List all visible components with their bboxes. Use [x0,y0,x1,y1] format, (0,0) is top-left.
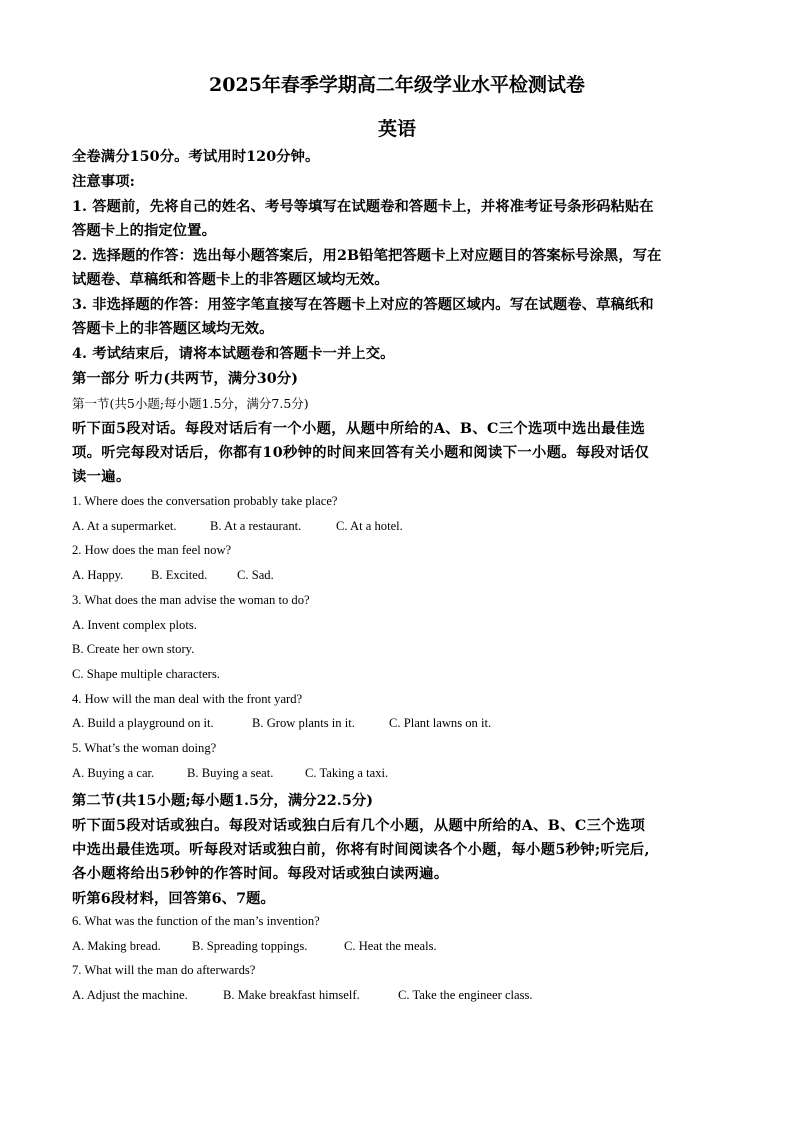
part1-heading: 第一部分 听力(共两节，满分30分) [72,371,299,387]
question-1-stem: 1. Where does the conversation probably take place? [72,494,338,508]
question-6-stem: 6. What was the function of the man’s invention? [72,914,320,928]
question-2-options [72,568,274,583]
option-c[interactable]: C. Plant lawns on it. [389,716,492,730]
material-6-heading: 听第6段材料，回答第6、7题。 [72,891,275,907]
question-1-options [72,519,403,534]
option-b[interactable]: B. At a restaurant. [210,519,302,533]
notes-heading: 注意事项: [72,174,135,190]
section1-heading: 第一节(共5小题;每小题1.5分，满分7.5分) [72,396,309,411]
option-b[interactable]: B. Spreading toppings. [192,939,308,953]
question-3-stem: 3. What does the man advise the woman to do? [72,593,310,607]
question-3-option-a[interactable]: A. Invent complex plots. [72,618,197,632]
question-2-stem: 2. How does the man feel now? [72,543,232,557]
option-a[interactable]: A. Happy. [72,568,124,582]
question-5-stem: 5. What’s the woman doing? [72,741,217,755]
question-7-stem: 7. What will the man do afterwards? [72,963,256,977]
note-3-line-1: 3. 非选择题的作答：用签字笔直接写在答题卡上对应的答题区域内。写在试题卷、草稿纸和 [72,297,654,313]
question-7-options [72,988,533,1003]
option-a[interactable]: A. At a supermarket. [72,519,177,533]
section2-instructions-line-1: 听下面5段对话或独白。每段对话或独白后有几个小题，从题中所给的A、B、C三个选项 [72,818,646,834]
note-3-line-2: 答题卡上的非答题区域均无效。 [72,321,274,337]
option-b[interactable]: B. Make breakfast himself. [223,988,360,1002]
score-time-text: 全卷满分150分。考试用时120分钟。 [72,149,320,165]
section1-instructions-line-2: 项。听完每段对话后，你都有10秒钟的时间来回答有关小题和阅读下一小题。每段对话仅 [72,445,650,461]
option-b[interactable]: B. Excited. [151,568,208,582]
exam-title: 2025年春季学期高二年级学业水平检测试卷 [209,74,585,96]
note-1-line-1: 1. 答题前，先将自己的姓名、考号等填写在试题卷和答题卡上，并将准考证号条形码粘贴在 [72,199,654,215]
section2-instructions-line-2: 中选出最佳选项。听每段对话或独白前，你将有时间阅读各个小题，每小题5秒钟;听完后, [72,842,650,858]
note-2-line-2: 试题卷、草稿纸和答题卡上的非答题区域均无效。 [72,272,389,288]
question-4-stem: 4. How will the man deal with the front yard? [72,692,303,706]
note-2-line-1: 2. 选择题的作答：选出每小题答案后，用2B铅笔把答题卡上对应题目的答案标号涂黑，写在 [72,248,662,264]
section1-instructions-line-1: 听下面5段对话。每段对话后有一个小题，从题中所给的A、B、C三个选项中选出最佳选 [72,421,646,437]
option-a[interactable]: A. Adjust the machine. [72,988,188,1002]
question-6-options [72,939,437,954]
option-c[interactable]: C. Taking a taxi. [305,766,389,780]
option-b[interactable]: B. Buying a seat. [187,766,274,780]
option-b[interactable]: B. Grow plants in it. [252,716,355,730]
option-c[interactable]: C. Take the engineer class. [398,988,533,1002]
option-a[interactable]: A. Making bread. [72,939,161,953]
question-3-option-b[interactable]: B. Create her own story. [72,642,195,656]
question-5-options [72,766,388,781]
option-a[interactable]: A. Buying a car. [72,766,155,780]
section2-instructions-line-3: 各小题将给出5秒钟的作答时间。每段对话或独白读两遍。 [72,866,449,882]
option-c[interactable]: C. Sad. [237,568,274,582]
question-3-option-c[interactable]: C. Shape multiple characters. [72,667,220,681]
option-c[interactable]: C. At a hotel. [336,519,403,533]
section1-instructions-line-3: 读一遍。 [72,469,131,485]
subject-title: 英语 [377,118,416,140]
option-c[interactable]: C. Heat the meals. [344,939,437,953]
note-1-line-2: 答题卡上的指定位置。 [72,223,216,239]
section2-heading: 第二节(共15小题;每小题1.5分，满分22.5分) [72,793,374,809]
question-4-options [72,716,491,731]
option-a[interactable]: A. Build a playground on it. [72,716,214,730]
note-4-line-1: 4. 考试结束后，请将本试题卷和答题卡一并上交。 [72,346,395,362]
